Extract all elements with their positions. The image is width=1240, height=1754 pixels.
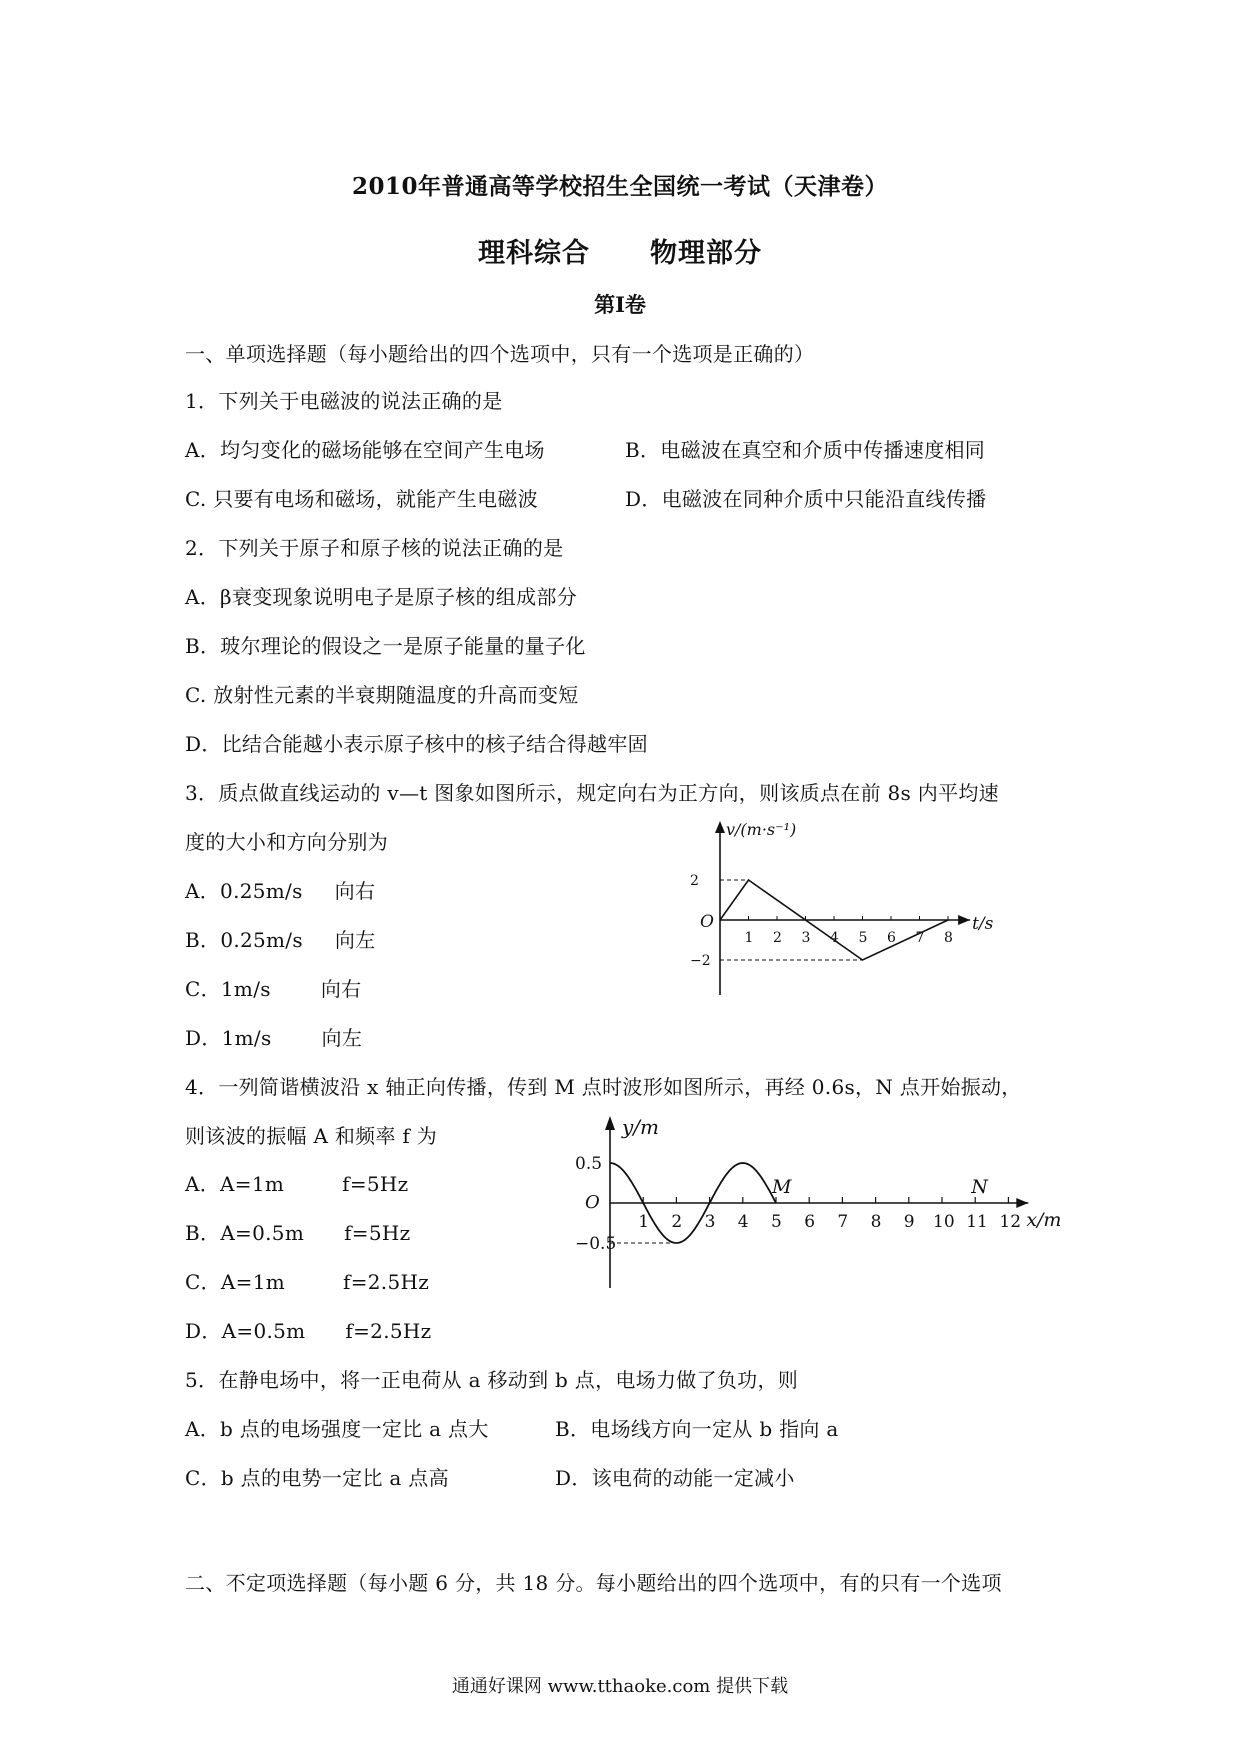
- subject-title: [0, 231, 1240, 270]
- option-value: 0.25m/s: [220, 928, 303, 952]
- x-tick-label: 2: [671, 1212, 683, 1232]
- option-amplitude: A=0.5m: [221, 1319, 306, 1343]
- x-tick-label: 8: [870, 1212, 882, 1232]
- option-direction: 向左: [334, 928, 376, 952]
- y-axis-label: y/m: [622, 1115, 660, 1139]
- x-axis-arrow: [1016, 1198, 1028, 1208]
- section2-heading: 二、不定项选择题（每小题 6 分，共 18 分。每小题给出的四个选项中，有的只有一个选项: [185, 1571, 1002, 1595]
- x-tick-label: 5: [771, 1212, 782, 1232]
- x-tick-label: 7: [837, 1212, 849, 1232]
- q4-option-b: [185, 1217, 410, 1246]
- x-tick-label: 4: [737, 1212, 749, 1232]
- option-direction: 向右: [320, 977, 362, 1001]
- q3-stem-line2: 度的大小和方向分别为: [185, 830, 388, 854]
- x-tick-label: 2: [773, 930, 782, 946]
- q5-stem: 5．在静电场中，将一正电荷从 a 移动到 b 点，电场力做了负功，则: [185, 1368, 799, 1392]
- y-tick-label: 0.5: [575, 1154, 603, 1174]
- footer-source: 通通好课网 www.tthaoke.com 提供下载: [451, 1676, 789, 1697]
- option-letter: D．: [185, 1319, 222, 1343]
- origin-label: O: [585, 1192, 600, 1213]
- q3-option-c: [185, 973, 361, 1002]
- q2-option-b: B．玻尔理论的假设之一是原子能量的量子化: [185, 634, 586, 658]
- q4-option-c: [185, 1266, 429, 1295]
- option-amplitude: A=1m: [220, 1172, 285, 1196]
- option-frequency: f=5Hz: [344, 1221, 411, 1245]
- option-letter: B．: [185, 928, 221, 952]
- section1-heading: 一、单项选择题（每小题给出的四个选项中，只有一个选项是正确的）: [185, 342, 815, 366]
- option-amplitude: A=1m: [220, 1270, 285, 1294]
- q3-option-d: [185, 1022, 362, 1051]
- point-label-m: M: [772, 1176, 792, 1198]
- option-letter: C．: [185, 1270, 221, 1294]
- option-direction: 向右: [334, 879, 376, 903]
- q5-option-d: D．该电荷的动能一定减小: [555, 1466, 795, 1490]
- y-tick-label: 2: [690, 873, 699, 889]
- x-tick-label: 8: [944, 930, 953, 946]
- x-tick-label: 6: [804, 1212, 816, 1232]
- t-axis-arrow: [958, 915, 970, 925]
- q1-option-c: C. 只要有电场和磁场，就能产生电磁波: [185, 487, 539, 511]
- option-value: 1m/s: [221, 1026, 272, 1050]
- option-letter: D．: [185, 1026, 222, 1050]
- option-letter: C．: [185, 977, 221, 1001]
- origin-label: O: [700, 912, 714, 932]
- q4-option-a: [185, 1168, 409, 1197]
- point-label-n: N: [971, 1176, 988, 1198]
- option-frequency: f=5Hz: [342, 1172, 409, 1196]
- option-letter: B．: [185, 1221, 221, 1245]
- x-tick-label: 11: [966, 1212, 988, 1232]
- q2-option-c: C. 放射性元素的半衰期随温度的升高而变短: [185, 683, 579, 707]
- q4-option-d: [185, 1315, 431, 1344]
- q3-option-a: [185, 875, 375, 904]
- q5-option-a: A．b 点的电场强度一定比 a 点大: [185, 1417, 489, 1441]
- option-letter: A．: [185, 879, 221, 903]
- vt-graph: [670, 815, 1030, 1005]
- x-tick-label: 4: [830, 930, 839, 946]
- x-tick-label: 1: [744, 930, 754, 946]
- v-axis-arrow: [715, 821, 725, 833]
- x-tick-label: 7: [915, 930, 925, 946]
- x-axis-label: x/m: [1026, 1209, 1062, 1231]
- q3-option-b: [185, 924, 376, 953]
- q4-stem-line1: 4．一列简谐横波沿 x 轴正向传播，传到 M 点时波形如图所示，再经 0.6s，N 点开始振动，: [185, 1075, 1022, 1099]
- q1-option-b: B．电磁波在真空和介质中传播速度相同: [625, 438, 986, 462]
- subject-right: 物理部分: [650, 238, 762, 269]
- q4-stem-line2: 则该波的振幅 A 和频率 f 为: [185, 1124, 438, 1148]
- q1-option-d: D．电磁波在同种介质中只能沿直线传播: [625, 487, 987, 511]
- q2-option-d: D．比结合能越小表示原子核中的核子结合得越牢固: [185, 732, 648, 756]
- exam-title: 2010年普通高等学校招生全国统一考试（天津卷）: [351, 173, 888, 200]
- x-tick-label: 6: [887, 930, 896, 946]
- q5-option-c: C．b 点的电势一定比 a 点高: [185, 1466, 449, 1490]
- q2-option-a: A．β衰变现象说明电子是原子核的组成部分: [185, 585, 578, 609]
- q3-stem-line1: 3．质点做直线运动的 v—t 图象如图所示，规定向右为正方向，则该质点在前 8s 内平均速: [185, 781, 999, 805]
- q5-option-b: B．电场线方向一定从 b 指向 a: [555, 1417, 839, 1441]
- option-frequency: f=2.5Hz: [343, 1270, 430, 1294]
- q2-stem: 2．下列关于原子和原子核的说法正确的是: [185, 536, 564, 560]
- option-frequency: f=2.5Hz: [345, 1319, 432, 1343]
- option-direction: 向左: [321, 1026, 363, 1050]
- x-tick-label: 5: [858, 930, 868, 946]
- x-tick-label: 1: [638, 1212, 650, 1232]
- y-tick-label: −2: [690, 953, 711, 969]
- subject-left: 理科综合: [478, 238, 590, 269]
- y-tick-label: −0.5: [575, 1234, 617, 1254]
- y-axis-arrow: [605, 1116, 615, 1130]
- option-amplitude: A=0.5m: [220, 1221, 305, 1245]
- option-value: 0.25m/s: [220, 879, 303, 903]
- x-tick-label: 9: [903, 1212, 915, 1232]
- x-tick-label: 3: [704, 1212, 716, 1232]
- v-axis-label: v/(m·s⁻¹): [726, 820, 797, 839]
- x-tick-label: 10: [933, 1212, 955, 1232]
- x-tick-label: 12: [999, 1212, 1022, 1232]
- volume-title: 第Ⅰ卷: [594, 292, 646, 317]
- option-letter: A．: [185, 1172, 221, 1196]
- t-axis-label: t/s: [972, 914, 994, 934]
- q1-stem: 1．下列关于电磁波的说法正确的是: [185, 389, 503, 413]
- x-tick-label: 3: [801, 930, 811, 946]
- wave-graph: [575, 1108, 1115, 1298]
- option-value: 1m/s: [220, 977, 271, 1001]
- q1-option-a: A．均匀变化的磁场能够在空间产生电场: [185, 438, 545, 462]
